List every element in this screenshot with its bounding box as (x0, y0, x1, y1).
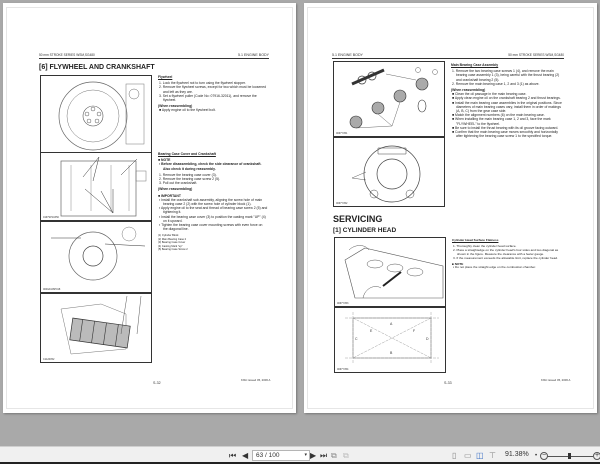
continuous-page-icon[interactable]: ▭ (464, 451, 472, 460)
legend-item: (3) Bearing Case Cover (158, 241, 186, 245)
figure-flywheel (40, 75, 152, 157)
reassembling-label: (When reassembling) (451, 88, 486, 93)
bearing-case-heading: Bearing Case Cover and Crankshaft (158, 152, 216, 156)
next-page-icon[interactable]: ▶ (310, 451, 317, 460)
legend-item: (4) Casting Mark "up" (158, 244, 183, 248)
legend-item: (2) Main Bearing Case 2 (158, 237, 187, 241)
figure-cylinder-head (334, 237, 446, 307)
step: 3. Pull out the crankshaft. (159, 181, 198, 186)
page-header (332, 51, 564, 59)
flywheel-section (158, 75, 268, 113)
bearing-case-section (158, 152, 268, 251)
figure-code: 0000A106P018 (43, 288, 61, 291)
bullet: ■ When installing the main bearing case 1, 2 and 3, face the mark "FLYWHEEL" to the flywheel. (452, 117, 551, 126)
important: ▪ Apply engine oil to the seat and thread of bearing case screw 2 (5) and tightening it. (159, 206, 268, 215)
copy-icon[interactable]: ⧉ (331, 451, 337, 460)
main-bearing-section (451, 63, 563, 138)
important-label: ■ IMPORTANT (158, 193, 181, 198)
legend-item: (1) Cylinder Block (158, 234, 179, 238)
last-page-icon[interactable]: ⏭ (320, 451, 328, 460)
bullet: ■ Clean the oil passage in the main bearing case. (452, 92, 527, 97)
bullet: ■ Apply clean engine oil on the crankshaft bearing 2 and thrust bearings. (452, 96, 561, 101)
step: 2. Remove the bearing case screw 2 (5). (159, 177, 221, 182)
figure-code: 0167SP10350 (43, 216, 59, 219)
page-dropdown-icon[interactable]: ▾ (304, 452, 307, 458)
step: 2. Place a straightedge on the cylinder head's four sides and two diagonal as shown in the figure. Measure the clearance with a feeler gauge. (453, 247, 559, 256)
svg-text:A: A (390, 322, 393, 326)
step: 1. Lock the flywheel not to turn using the flywheel stopper. (159, 81, 246, 86)
page-number: S-33 (444, 381, 452, 385)
svg-text:E: E (370, 329, 373, 333)
bullet: ■ Be sure to install the thrust bearing with its oil groove facing outward. (452, 125, 559, 130)
step: 2. Remove the main bearing case 1, 2 and 3 (1) as above. (452, 81, 540, 86)
note: ▪ Before disassembling, check the side clearance of crankshaft. Also check it during reassembly. (159, 162, 262, 171)
svg-text:D: D (426, 337, 429, 341)
reassembling-label: (When reassembling) (158, 104, 193, 109)
servicing-title: SERVICING (333, 214, 383, 224)
header-left: 5.1 ENGINE BODY (332, 53, 363, 57)
cylinder-head-title: [1] CYLINDER HEAD (333, 227, 397, 234)
main-bearing-heading: Main Bearing Case Assembly (451, 63, 499, 67)
figure-code: 0067Y054 (337, 368, 349, 371)
figure-bearing-case-marks (333, 137, 445, 207)
cylinder-head-section (452, 239, 564, 270)
figure-bearing-cover (40, 221, 152, 293)
figure-code: C1120052 (43, 358, 55, 361)
fit-page-icon[interactable]: ⊤ (489, 451, 496, 460)
flywheel-heading: Flywheel (158, 75, 173, 79)
bullet: ■ Match the alignment numbers (6) on the main bearing case. (452, 113, 545, 118)
figure-crankshaft (40, 293, 152, 363)
figure-flatness-diagram (334, 307, 446, 373)
zoom-level: 91.38% (505, 451, 529, 458)
page-number: S-32 (153, 381, 161, 385)
figure-bearing-case (40, 152, 152, 221)
bullet: ■ Apply engine oil to the flywheel bolt. (159, 108, 216, 113)
issued-note: KiSC issued 05, 2006 A (241, 378, 271, 382)
svg-text:C: C (355, 337, 358, 341)
svg-text:B: B (390, 351, 393, 355)
svg-text:F: F (413, 329, 416, 333)
figure-code: 0067Y053 (337, 302, 349, 305)
section-title: [6] FLYWHEEL AND CRANKSHAFT (39, 64, 155, 71)
zoom-slider-handle[interactable] (568, 453, 571, 459)
legend-item: (5) Bearing Case Screw 2 (158, 248, 188, 252)
figure-code: 0067Y052 (336, 202, 348, 205)
header-right: 50 mm STROKE SERIES WSM,SG480 (508, 53, 564, 57)
cylinder-head-heading: Cylinder Head Surface Flatness (452, 238, 499, 242)
bullet: ■ Install the main bearing case assemblies in the original positions. Since diameters of main bearing cases vary, install them in order of makings (A, B, C) from the gear case side. (452, 100, 562, 114)
zoom-out-button[interactable]: − (541, 452, 547, 459)
important: ▪ Install the crankshaft sub assembly, aligning the screw hole of main bearing case 2 (2) with the screw hole of cylinder block (1). (159, 197, 263, 207)
important: ▪ Install the bearing case cover (3) to position the casting mark "UP" (4) on it upward. (159, 214, 266, 223)
paste-icon[interactable]: ⧉ (343, 451, 349, 460)
note-label: ■ NOTE (158, 158, 171, 163)
important: ▪ Tighten the bearing case cover mounting screws with even force on the diagonal line. (159, 223, 263, 232)
bullet: ■ Confirm that the main bearing case moves smoothly and horizontally after tightening the bearing case screw 1 to the specified torque. (452, 130, 558, 139)
step: 3. If the measurement exceeds the allowable limit, replace the cylinder head. (453, 255, 558, 260)
issued-note: KiSC issued 05, 2006 A (541, 378, 571, 382)
first-page-icon[interactable]: ⏮ (229, 451, 237, 460)
figure-code: 0067Y051 (336, 132, 348, 135)
single-page-icon[interactable]: ▯ (452, 451, 457, 460)
page-right (304, 3, 597, 413)
step: 1. Remove the two bearing case screws 1 (4), and remove the main bearing case assembly 1 (3), being careful with the thrust bearing (2) and crankshaft bearing 2 (5). (452, 69, 560, 82)
zoom-in-button[interactable]: + (594, 452, 600, 459)
page-number-input[interactable]: 63 / 100 ▾ (252, 450, 310, 461)
figure-main-bearing (333, 61, 445, 137)
note-label: ■ NOTE (452, 261, 464, 266)
page-left (3, 3, 296, 413)
step: 3. Set a flywheel puller (Code No: 07916-32011), and remove the flywheel. (159, 93, 257, 103)
page-header (39, 51, 269, 59)
reassembling-label: (When reassembling) (158, 187, 193, 192)
note: ▪ Do not place the straight edge on the combustion chamber. (453, 265, 536, 270)
zoom-dot-icon: • (535, 453, 538, 459)
bottom-toolbar (0, 446, 600, 464)
two-page-icon[interactable]: ◫ (476, 451, 484, 460)
step: 2. Remove the flywheel screws, except for two which must be loosened and left as they are. (159, 85, 267, 94)
step: 1. Remove the bearing case cover (3). (159, 172, 217, 177)
step: 1. Thoroughly clean the cylinder head surface. (453, 243, 517, 248)
header-right: 5.1 ENGINE BODY (238, 53, 269, 57)
header-left: 50 mm STROKE SERIES WSM,SG480 (39, 53, 95, 57)
prev-page-icon[interactable]: ◀ (242, 451, 249, 460)
